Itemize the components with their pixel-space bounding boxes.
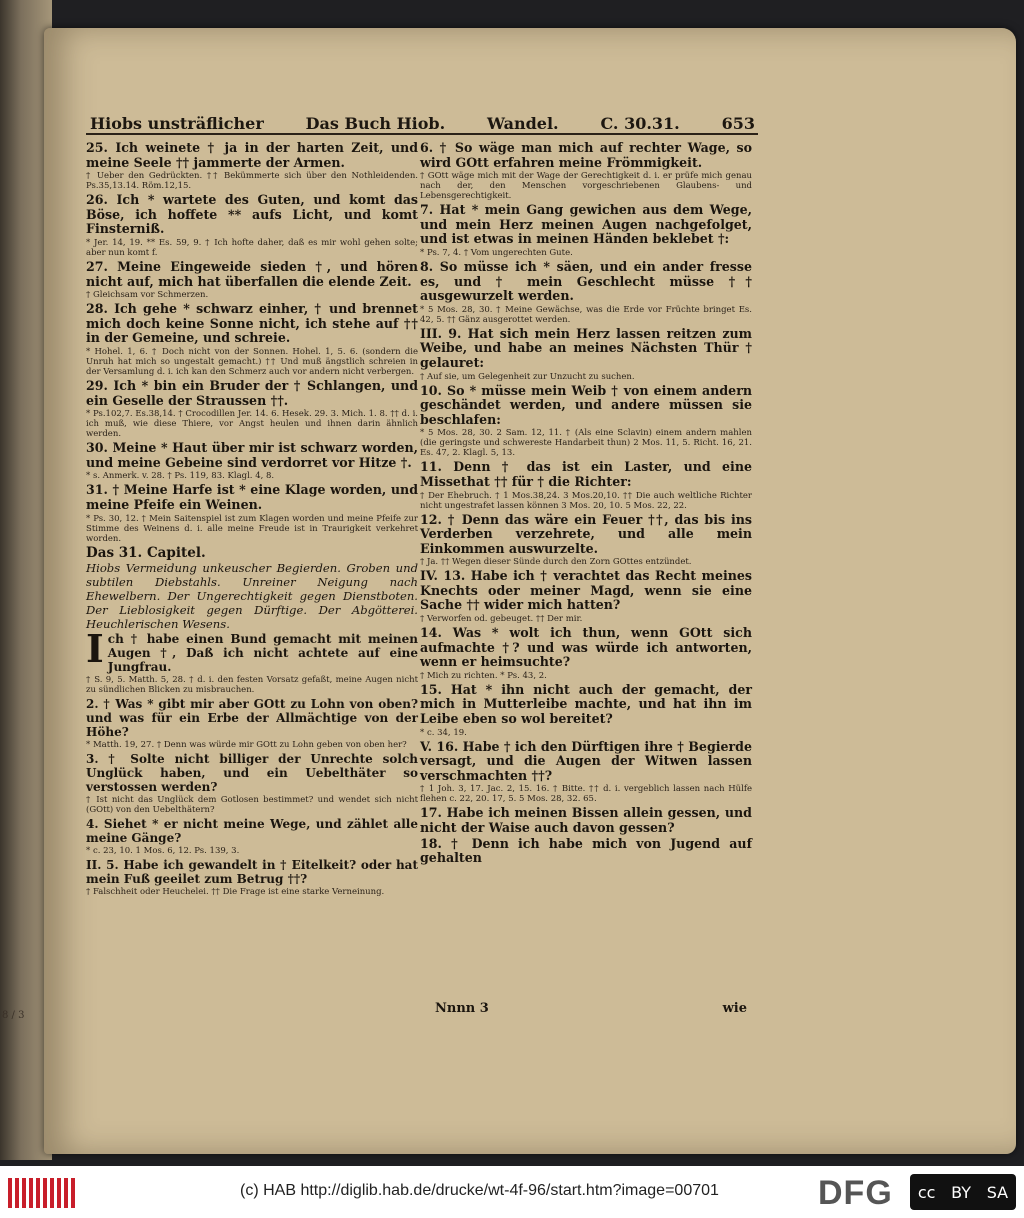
note-30-26: * Jer. 14, 19. ** Es. 59, 9. † Ich hofte daher, daß es mir wohl gehen solte; aber nun komt f. (86, 237, 418, 258)
header-rule (86, 133, 758, 135)
cc-license-badge[interactable] (910, 1174, 1016, 1210)
header-left: Hiobs unsträflicher (90, 114, 264, 133)
note-31-11: † Der Ehebruch. † 1 Mos.38,24. 3 Mos.20,10. †† Die auch weltliche Richter nicht ungestrafet lassen können 3 Mos. 20, 10. 5 Mos. 22, 22. (420, 490, 752, 511)
cc-icon: cc (917, 1182, 936, 1202)
edge-mark: 8 / 3 (2, 1010, 25, 1021)
chapter-title: Das 31. Capitel. (86, 544, 206, 561)
note-31-13: † Verworfen od. gebeuget. †† Der mir. (420, 614, 583, 625)
verse-31-4: 4. Siehet * er nicht meine Wege, und zählet alle meine Gänge? (86, 816, 418, 845)
header-center: Das Buch Hiob. (305, 114, 446, 133)
header-page-number: 653 (721, 114, 755, 133)
note-31-3: † Ist nicht das Unglück dem Gotlosen bestimmet? und wendet sich nicht (GOtt) von den Uebelthätern? (86, 794, 418, 815)
note-31-10: * 5 Mos. 28, 30. 2 Sam. 12, 11. † (Als eine Sclavin) einem andern mahlen (die geringste und schwereste Handarbeit thun) 2 Mos. 11, 5. Richt. 16, 21. Es. 47, 2. Klagl. 5, 13. (420, 428, 752, 459)
note-31-7: * Ps. 7, 4. † Vom ungerechten Gute. (420, 247, 573, 258)
note-31-4: * c. 23, 10. 1 Mos. 6, 12. Ps. 139, 3. (86, 845, 240, 856)
drop-capital: I (86, 625, 104, 671)
dfg-logo: DFG (818, 1174, 893, 1212)
viewer-footer (0, 1166, 1024, 1218)
verse-30-26: 26. Ich * wartete des Guten, und komt das Böse, ich hoffete ** aufs Licht, und komt Finsterniß. (86, 192, 418, 237)
catchword: wie (722, 1001, 747, 1016)
note-30-25: † Ueber den Gedrückten. †† Bekümmerte sich über den Nothleidenden. Ps.35,13.14. Röm.12,15. (86, 171, 418, 192)
chapter-summary: Hiobs Vermeidung unkeuscher Begierden. Groben und subtilen Diebstahls. Unreiner Neigung nach Ehewelbern. Der Ungerechtigkeit gegen Dienstboten. Der Lieblosigkeit gegen Dürftige. Der Abgötterei. Heuchlerischen Wesens. (86, 560, 418, 631)
running-header (90, 105, 755, 133)
verse-30-29: 29. Ich * bin ein Bruder der † Schlangen, und ein Geselle der Straussen ††. (86, 377, 418, 408)
note-31-2: * Matth. 19, 27. † Denn was würde mir GOtt zu Lohn geben von oben her? (86, 739, 407, 750)
verse-31-11: 11. Denn † das ist ein Laster, und eine Missethat †† für † die Richter: (420, 459, 752, 489)
verse-31-1-text: ch † habe einen Bund gemacht mit meinen Augen †, Daß ich nicht achtete auf eine Jungfrau. (107, 631, 418, 674)
note-31-14: † Mich zu richten. * Ps. 43, 2. (420, 670, 547, 681)
right-column (420, 140, 752, 867)
verse-30-28: 28. Ich gehe * schwarz einher, † und brennet mich doch keine Sonne nicht, ich stehe auf †† in der Gemeine, und schreie. (86, 301, 418, 346)
left-column (86, 140, 418, 899)
note-30-30: * s. Anmerk. v. 28. † Ps. 119, 83. Klagl. 4, 8. (86, 471, 275, 482)
verse-31-1 (86, 625, 418, 674)
verse-31-6: 6. † So wäge man mich auf rechter Wage, so wird GOtt erfahren meine Frömmigkeit. (420, 140, 752, 170)
note-30-29: * Ps.102,7. Es.38,14. † Crocodillen Jer. 14. 6. Hesek. 29. 3. Mich. 1. 8. †† d. i. ich muß, wie diese Thiere, vor Angst heulen und ihnen darin ähnlich werden. (86, 409, 418, 440)
note-31-15: * c. 34, 19. (420, 727, 467, 738)
header-chapter: C. 30.31. (600, 114, 680, 133)
verse-31-16: V. 16. Habe † ich den Dürftigen ihre † Begierde versagt, und die Augen der Witwen lassen verschmachten ††? (420, 738, 752, 783)
verse-31-14: 14. Was * wolt ich thun, wenn GOtt sich aufmachte †? und was würde ich antworten, wenn er heimsuchte? (420, 625, 752, 670)
verse-31-10: 10. So * müsse mein Weib † von einem andern geschändet werden, und andere müssen sie beschlafen: (420, 382, 752, 427)
verse-30-30: 30. Meine * Haut über mir ist schwarz worden, und meine Gebeine sind verdorret vor Hitze †. (86, 440, 418, 470)
note-31-9: † Auf sie, um Gelegenheit zur Unzucht zu suchen. (420, 371, 635, 382)
note-31-12: † Ja. †† Wegen dieser Sünde durch den Zorn GOttes entzündet. (420, 557, 692, 568)
verse-31-17: 17. Habe ich meinen Bissen allein gessen, und nicht der Waise auch davon gessen? (420, 805, 752, 835)
sa-icon: SA (986, 1182, 1009, 1202)
verse-31-15: 15. Hat * ihn nicht auch der gemacht, der mich in Mutterleibe machte, und hat ihn im Leibe eben so wol bereitet? (420, 681, 752, 727)
note-31-6: † GOtt wäge mich mit der Wage der Gerechtigkeit d. i. er prüfe mich genau nach der, den Menschen vorgeschriebenen Glaubens- und Lebensgerechtigkeit. (420, 171, 752, 202)
source-link[interactable]: (c) HAB http://diglib.hab.de/drucke/wt-4f-96/start.htm?image=00701 (240, 1182, 719, 1199)
by-icon: BY (951, 1182, 972, 1202)
verse-31-2: 2. † Was * gibt mir aber GOtt zu Lohn von oben? und was für ein Erbe der Allmächtige von der Höhe? (86, 696, 418, 739)
note-30-28: * Hohel. 1, 6. † Doch nicht von der Sonnen. Hohel. 1, 5. 6. (sondern die Unruh hat mich so ungestalt gemacht.) †† Und muß ängstlich schreien in der Versamlung d. i. ich kan den Schmerz auch vor andern nicht verbergen. (86, 346, 418, 377)
note-31-5: † Falschheit oder Heuchelei. †† Die Frage ist eine starke Verneinung. (86, 886, 385, 897)
verse-31-18: 18. † Denn ich habe mich von Jugend auf gehalten (420, 835, 752, 866)
verse-31-7: 7. Hat * mein Gang gewichen aus dem Wege, und mein Herz meinen Augen nachgefolget, und ist etwas in meinen Händen beklebet †: (420, 202, 752, 247)
catchline (435, 1001, 747, 1016)
verse-31-9: III. 9. Hat sich mein Herz lassen reitzen zum Weibe, und habe an meines Nächsten Thür † gelauret: (420, 325, 752, 370)
note-31-1: † S. 9, 5. Matth. 5, 28. † d. i. den festen Vorsatz gefaßt, meine Augen nicht zu sündlichen Blicken zu misbrauchen. (86, 674, 418, 695)
note-30-27: † Gleichsam vor Schmerzen. (86, 290, 209, 301)
verse-30-25: 25. Ich weinete † ja in der harten Zeit, und meine Seele †† jammerte der Armen. (86, 140, 418, 170)
verse-31-12: 12. † Denn das wäre ein Feuer ††, das bis ins Verderben verzehrete, und alle mein Einkommen auswurzelte. (420, 511, 752, 556)
verse-30-27: 27. Meine Eingeweide sieden †, und hören nicht auf, mich hat überfallen die elende Zeit. (86, 258, 418, 289)
verse-31-8: 8. So müsse ich * säen, und ein ander fresse es, und † mein Geschlecht müsse †† ausgewurzelt werden. (420, 258, 752, 304)
hab-logo-icon (8, 1178, 78, 1208)
note-31-8: * 5 Mos. 28, 30. † Meine Gewächse, was die Erde vor Früchte bringet Es. 42, 5. †† Gänz ausgerottet werden. (420, 304, 752, 325)
signature-mark: Nnnn 3 (435, 1001, 489, 1016)
note-30-31: * Ps. 30, 12. † Mein Saitenspiel ist zum Klagen worden und meine Pfeife zur Stimme des Weinens d. i. alle meine Freude ist in Traurigkeit verkehret worden. (86, 513, 418, 544)
verse-31-5: II. 5. Habe ich gewandelt in † Eitelkeit? oder hat mein Fuß geeilet zum Betrug ††? (86, 857, 418, 886)
note-31-16: † 1 Joh. 3, 17. Jac. 2, 15. 16. † Bitte. †† d. i. vergeblich lassen nach Hülfe flehen c. 22, 20. 17, 5. 5 Mos. 28, 32. 65. (420, 784, 752, 805)
verse-30-31: 31. † Meine Harfe ist * eine Klage worden, und meine Pfeife ein Weinen. (86, 482, 418, 512)
verse-31-3: 3. † Solte nicht billiger der Unrechte solch Unglück haben, und ein Uebelthäter so verstossen werden? (86, 751, 418, 794)
verse-31-13: IV. 13. Habe ich † verachtet das Recht meines Knechts oder meiner Magd, wenn sie eine Sache †† wider mich hatten? (420, 568, 752, 613)
header-wandel: Wandel. (487, 114, 559, 133)
